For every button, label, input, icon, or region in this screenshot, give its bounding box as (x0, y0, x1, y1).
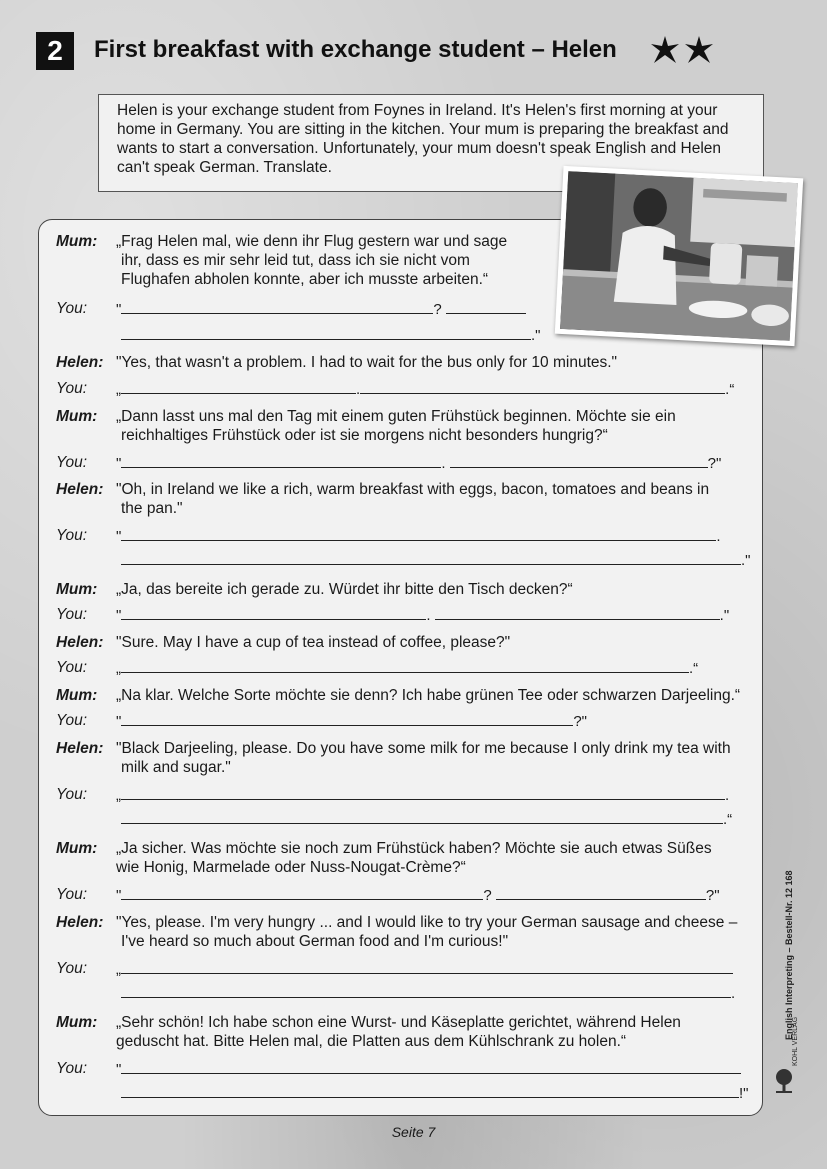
answer-blank[interactable] (121, 453, 441, 468)
dialogue-turn-mum (56, 686, 756, 711)
kitchen-photo (555, 166, 803, 346)
speaker-label: You: (56, 527, 88, 544)
speaker-label: You: (56, 960, 88, 977)
dialogue-line: ihr, dass es mir sehr leid tut, dass ich sie nicht vom (121, 252, 470, 269)
star-icon (684, 35, 714, 65)
answer-you: You: " ? ." (56, 299, 756, 353)
answer-blank[interactable] (446, 299, 526, 314)
order-number-text: English Interpreting – Bestell-Nr. 12 168 (784, 870, 794, 1040)
speaker-label: Mum: (56, 840, 98, 857)
answer-blank[interactable] (435, 605, 720, 620)
answer-blank[interactable] (121, 1059, 741, 1074)
speaker-label: You: (56, 659, 88, 676)
answer-you: You: " !" (56, 1059, 756, 1113)
answer-blank[interactable] (450, 453, 708, 468)
answer-you: You: „ . .“ (56, 785, 756, 839)
answer-blank[interactable] (121, 550, 741, 565)
instructions-box: Helen is your exchange student from Foynes in Ireland. It's Helen's first morning at your home in Germany. You are sitting in the kitchen. Your mum is preparing the breakfast and wants to start a conversation. Unfortunately, your mum doesn't speak English and Helen can't speak German. Translate. (98, 94, 764, 192)
speaker-label: Mum: (56, 408, 98, 425)
dialogue-turn-mum (56, 839, 756, 885)
speaker-label: You: (56, 300, 88, 317)
speaker-label: You: (56, 1060, 88, 1077)
page-number: Seite 7 (391, 1124, 436, 1140)
dialogue-line: "Oh, in Ireland we like a rich, warm breakfast with eggs, bacon, tomatoes and beans in (116, 481, 710, 498)
speaker-label: Helen: (56, 634, 104, 651)
dialogue-turn-mum (56, 407, 756, 453)
difficulty-stars (650, 35, 714, 65)
answer-blank[interactable] (121, 605, 426, 620)
page-title: First breakfast with exchange student – Helen (94, 36, 617, 63)
speaker-label: Helen: (56, 481, 104, 498)
answer-you: You: „ .“ (56, 658, 756, 686)
dialogue-turn-helen (56, 353, 756, 379)
dialogue-turn-helen (56, 913, 756, 959)
speaker-label: Mum: (56, 581, 98, 598)
dialogue-line: the pan." (121, 500, 183, 517)
answer-blank[interactable] (121, 809, 723, 824)
answer-you: You: " ?" (56, 711, 756, 739)
speaker-label: Helen: (56, 354, 104, 371)
answer-blank[interactable] (121, 526, 716, 541)
dialogue-turn-mum (56, 580, 756, 605)
speaker-label: You: (56, 886, 88, 903)
answer-blank[interactable] (121, 959, 733, 974)
answer-blank[interactable] (496, 885, 706, 900)
dialogue-line: „Na klar. Welche Sorte möchte sie denn? Ich habe grünen Tee oder schwarzen Darjeeling.“ (116, 687, 741, 704)
dialogue-line: "Black Darjeeling, please. Do you have some milk for me because I only drink my tea with (116, 740, 731, 757)
dialogue-line: „Frag Helen mal, wie denn ihr Flug gestern war und sage (116, 233, 508, 250)
star-icon (650, 35, 680, 65)
speaker-label: Mum: (56, 233, 98, 250)
dialogue-line: „Ja sicher. Was möchte sie noch zum Frühstück haben? Möchte sie auch etwas Süßes (116, 840, 712, 857)
answer-blank[interactable] (121, 658, 689, 673)
speaker-label: Helen: (56, 914, 104, 931)
answer-you: You: " . ." (56, 605, 756, 633)
dialogue-line: geduscht hat. Bitte Helen mal, die Platten aus dem Kühlschrank zu holen.“ (116, 1033, 627, 1050)
answer-blank[interactable] (121, 885, 483, 900)
dialogue-line: wie Honig, Marmelade oder Nuss-Nougat-Crème?“ (116, 859, 466, 876)
exercise-number: 2 (36, 32, 74, 70)
answer-blank[interactable] (121, 379, 356, 394)
speaker-label: Mum: (56, 1014, 98, 1031)
dialogue-line: „Sehr schön! Ich habe schon eine Wurst- und Käseplatte gerichtet, während Helen (116, 1014, 681, 1031)
dialogue-line: "Yes, that wasn't a problem. I had to wait for the bus only for 10 minutes." (116, 354, 618, 371)
dialogue-turn-helen (56, 480, 756, 526)
answer-blank[interactable] (121, 983, 731, 998)
dialogue-line: "Sure. May I have a cup of tea instead of coffee, please?" (116, 634, 511, 651)
speaker-label: Helen: (56, 740, 104, 757)
dialogue-line: reichhaltiges Frühstück oder ist sie morgens nicht besonders hungrig?“ (121, 427, 608, 444)
dialogue-line: milk and sugar." (121, 759, 231, 776)
speaker-label: You: (56, 606, 88, 623)
speaker-label: You: (56, 786, 88, 803)
publisher-logo-icon (772, 1068, 796, 1094)
speaker-label: Mum: (56, 687, 98, 704)
dialogue-turn-helen (56, 739, 756, 785)
answer-you: You: " . ." (56, 526, 756, 580)
answer-you: You: " ? ?" (56, 885, 756, 913)
speaker-label: You: (56, 712, 88, 729)
answer-you: You: „ . .“ (56, 379, 756, 407)
answer-blank[interactable] (121, 785, 725, 800)
dialogue-turn-helen (56, 633, 756, 658)
dialogue-line: „Ja, das bereite ich gerade zu. Würdet ihr bitte den Tisch decken?“ (116, 581, 573, 598)
dialogue-turn-mum (56, 1013, 756, 1059)
dialogue-line: I've heard so much about German food and I'm curious!" (121, 933, 509, 950)
publisher-name: KOHL VERLAG (792, 1016, 799, 1066)
answer-blank[interactable] (121, 299, 433, 314)
dialogue-line: „Dann lasst uns mal den Tag mit einem guten Frühstück beginnen. Möchte sie ein (116, 408, 676, 425)
answer-blank[interactable] (121, 711, 573, 726)
answer-you: You: " . ?" (56, 453, 756, 480)
dialogue-line: Flughafen abholen konnte, aber ich musste arbeiten.“ (121, 271, 489, 288)
answer-blank[interactable] (121, 325, 531, 340)
answer-blank[interactable] (121, 1083, 739, 1098)
answer-blank[interactable] (360, 379, 725, 394)
speaker-label: You: (56, 380, 88, 397)
answer-you: You: „ . (56, 959, 756, 1013)
dialogue-line: "Yes, please. I'm very hungry ... and I would like to try your German sausage and cheese – (116, 914, 738, 931)
dialogue (56, 232, 756, 1113)
speaker-label: You: (56, 454, 88, 471)
